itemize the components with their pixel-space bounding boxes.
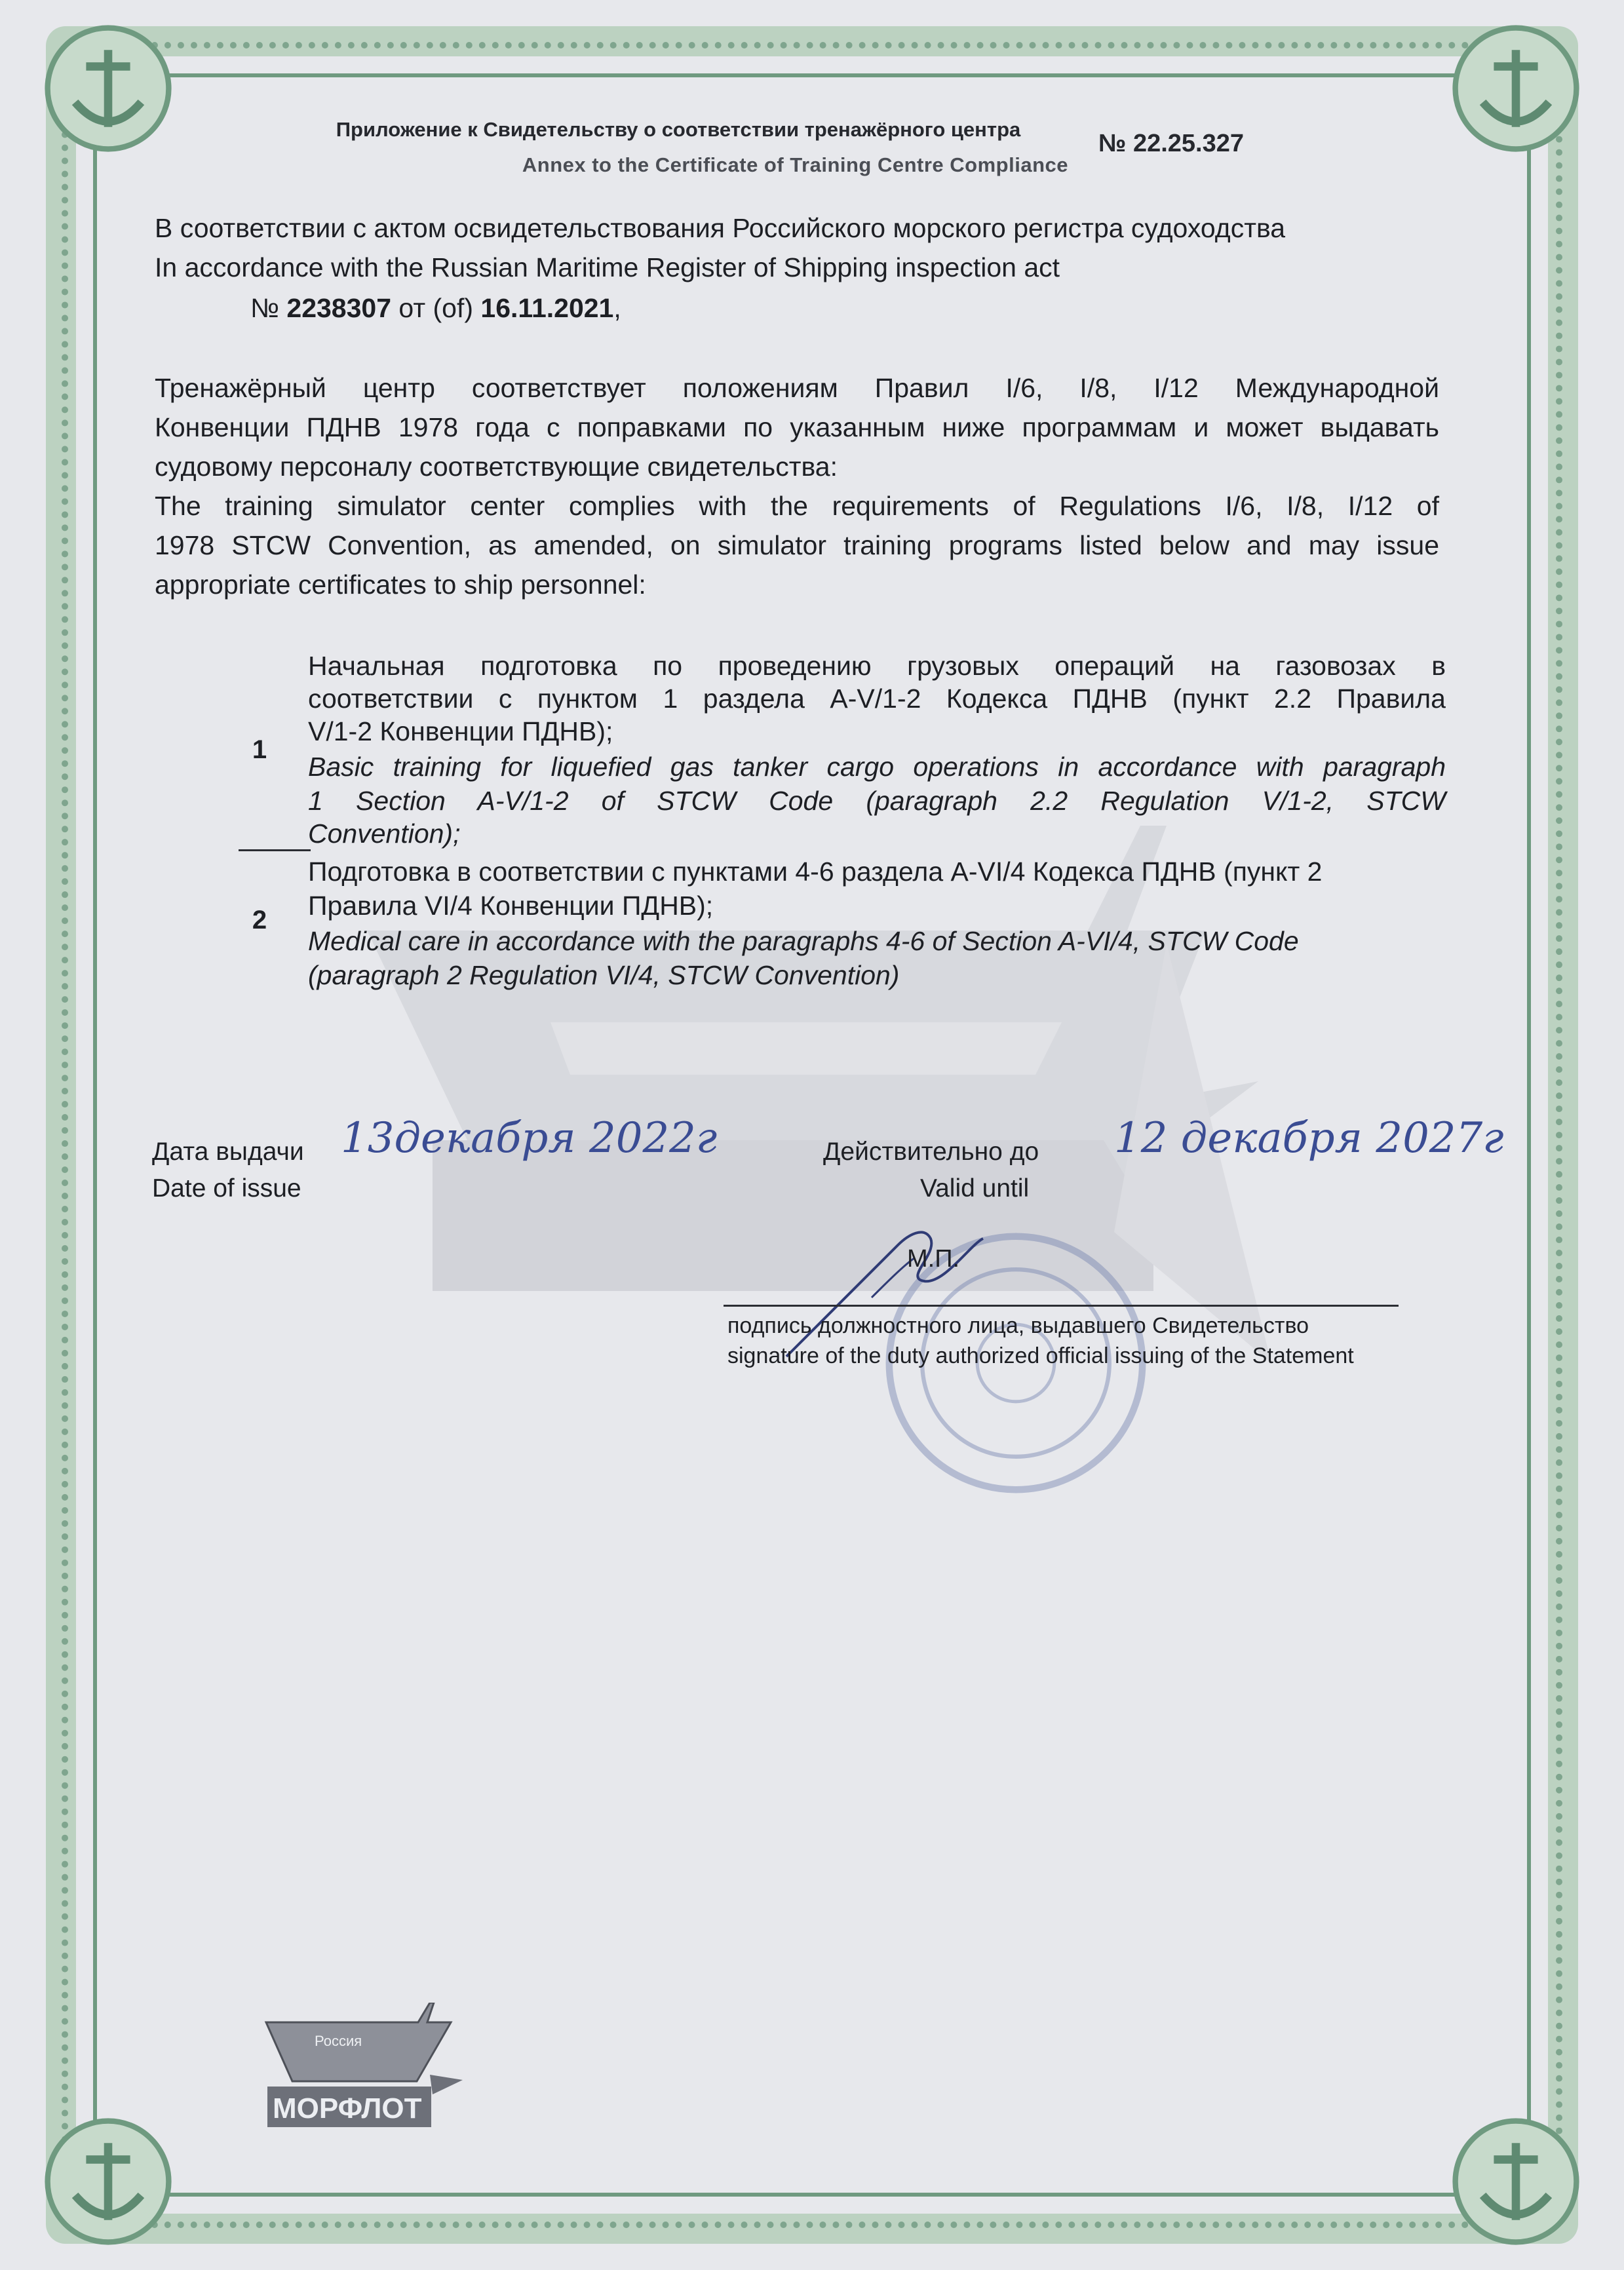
program-1-en-line: 1 Section A-V/1-2 of STCW Code (paragraph 2.2 Regulation V/1-2, STCW: [308, 786, 1446, 816]
annex-title-en: Annex to the Certificate of Training Centre Compliance: [522, 153, 1068, 176]
compliance-ru-line: Конвенции ПДНВ 1978 года с поправками по указанным ниже программам и может выдавать: [155, 412, 1439, 442]
number-value: 22.25.327: [1132, 130, 1244, 157]
annex-title-ru: Приложение к Свидетельству о соответствии тренажёрного центра: [336, 118, 1021, 141]
compliance-en-line: appropriate certificates to ship personnel:: [155, 569, 646, 600]
act-date-label: от (of): [398, 293, 473, 323]
compliance-en-line: The training simulator center complies with the requirements of Regulations I/6, I/8, I/12 of: [155, 491, 1439, 521]
valid-label-ru: Действительно до: [823, 1138, 1039, 1166]
program-2-en-line: (paragraph 2 Regulation VI/4, STCW Convention): [308, 960, 900, 990]
anchor-corner-icon: [1447, 20, 1585, 157]
valid-date-handwritten: 12 декабря 2027г: [1114, 1114, 1504, 1163]
program-1-ru-line: V/1-2 Конвенции ПДНВ);: [308, 716, 613, 746]
signature-caption-ru: подпись должностного лица, выдавшего Свидетельство: [727, 1313, 1309, 1338]
program-1-en-line: Basic training for liquefied gas tanker cargo operations in accordance with paragraph: [308, 752, 1446, 782]
signature-line: [724, 1305, 1399, 1307]
compliance-ru-line: судовому персоналу соответствующие свидетельства:: [155, 452, 838, 482]
act-line-ru: В соответствии с актом освидетельствования Российского морского регистра судоходства: [155, 213, 1286, 243]
anchor-corner-icon: [39, 2113, 177, 2250]
program-2-en-line: Medical care in accordance with the paragraphs 4-6 of Section A-VI/4, STCW Code: [308, 926, 1299, 956]
act-number: 2238307: [286, 293, 392, 323]
program-separator: [239, 849, 311, 851]
stamp-place-label: М.П.: [907, 1245, 960, 1273]
valid-label-en: Valid until: [920, 1174, 1030, 1202]
act-trailing: ,: [613, 293, 621, 323]
program-1-ru-line: Начальная подготовка по проведению грузовых операций на газовозах в: [308, 651, 1446, 681]
number-sign: №: [1098, 130, 1127, 157]
program-number: 1: [252, 735, 267, 764]
logo-brand: МОРФЛОТ: [273, 2092, 422, 2125]
program-1-en-line: Convention);: [308, 818, 461, 849]
anchor-corner-icon: [39, 20, 177, 157]
act-reference: [250, 288, 1233, 328]
issue-label-ru: Дата выдачи: [152, 1138, 304, 1166]
act-number-sign: №: [250, 293, 279, 323]
certificate-number: [1098, 130, 1244, 158]
act-date: 16.11.2021: [480, 293, 614, 323]
anchor-corner-icon: [1447, 2113, 1585, 2250]
logo-country: Россия: [315, 2033, 362, 2049]
compliance-ru-line: Тренажёрный центр соответствует положениям Правил I/6, I/8, I/12 Международной: [155, 373, 1439, 403]
program-number: 2: [252, 906, 267, 934]
issue-date-handwritten: 13декабря 2022г: [341, 1114, 718, 1163]
program-2-ru-line: Правила VI/4 Конвенции ПДНВ);: [308, 891, 714, 921]
program-1-ru-line: соответствии с пунктом 1 раздела A-V/1-2 Кодекса ПДНВ (пункт 2.2 Правила: [308, 683, 1446, 714]
morflot-logo: [261, 2003, 464, 2140]
signature-caption-en: signature of the duty authorized official issuing of the Statement: [727, 1343, 1354, 1368]
compliance-en-line: 1978 STCW Convention, as amended, on simulator training programs listed below and may issue: [155, 530, 1439, 560]
issue-label-en: Date of issue: [152, 1174, 301, 1202]
program-2-ru-line: Подготовка в соответствии с пунктами 4-6 раздела A-VI/4 Кодекса ПДНВ (пункт 2: [308, 856, 1323, 887]
act-line-en: In accordance with the Russian Maritime Register of Shipping inspection act: [155, 252, 1060, 282]
